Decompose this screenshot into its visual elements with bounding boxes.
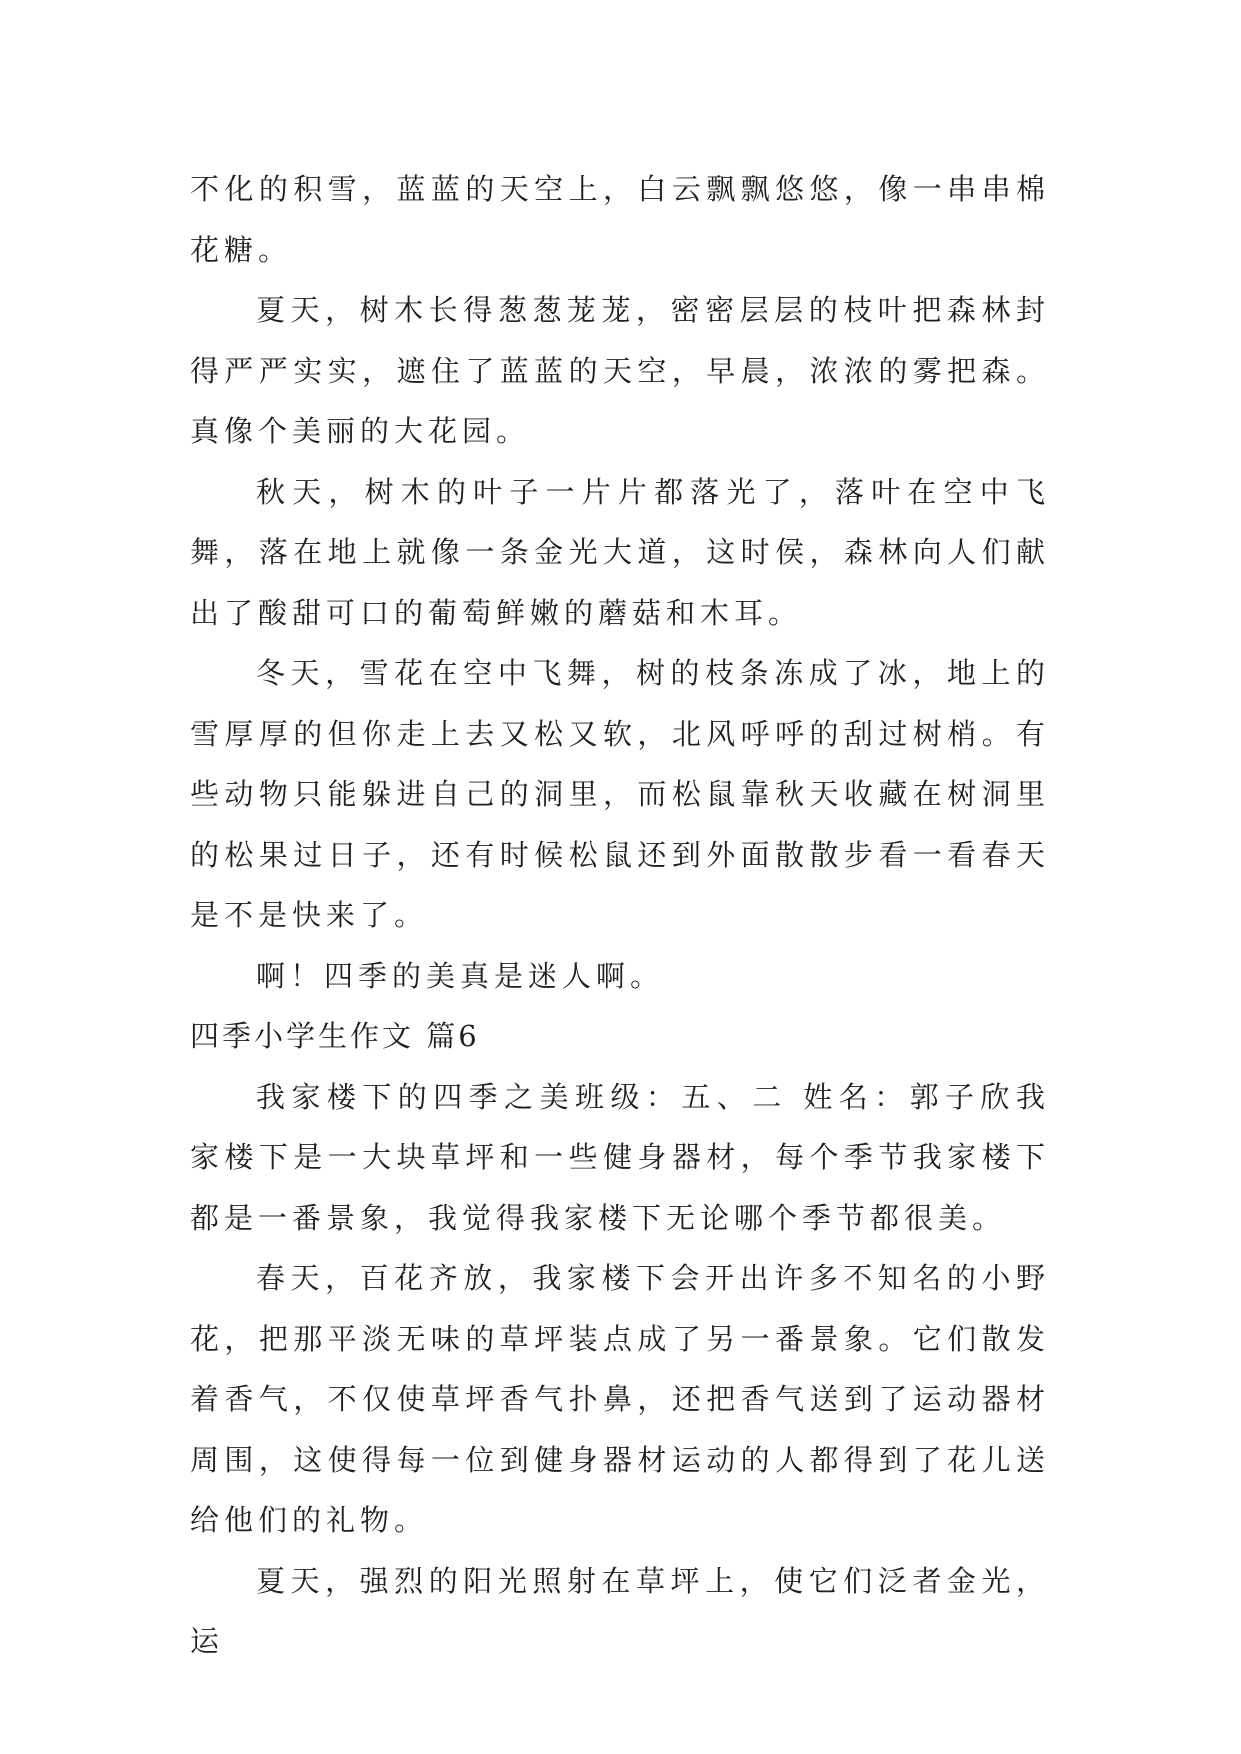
section-heading: 四季小学生作文 篇6 (190, 1019, 480, 1053)
paragraph-intro: 我家楼下的四季之美班级：五、二 姓名：郭子欣我家楼下是一大块草坪和一些健身器材，每个季节我家楼下都是一番景象，我觉得我家楼下无论哪个季节都很美。 (190, 1079, 1050, 1235)
paragraph-winter: 冬天，雪花在空中飞舞，树的枝条冻成了冰，地上的雪厚厚的但你走上去又松又软，北风呼呼的刮过树梢。有些动物只能躲进自己的洞里，而松鼠靠秋天收藏在树洞里的松果过日子，还有时候松鼠还到外面散散步看一看春天是不是快来了。 (190, 656, 1050, 932)
paragraph-autumn: 秋天，树木的叶子一片片都落光了，落叶在空中飞舞，落在地上就像一条金光大道，这时侯，森林向人们献出了酸甜可口的葡萄鲜嫩的蘑菇和木耳。 (190, 474, 1050, 630)
paragraph-summer: 夏天，树木长得葱葱茏茏，密密层层的枝叶把森林封得严严实实，遮住了蓝蓝的天空，早晨，浓浓的雾把森。真像个美丽的大花园。 (190, 293, 1050, 448)
paragraph-summer-start: 夏天，强烈的阳光照射在草坪上，使它们泛者金光，运 (190, 1563, 1050, 1658)
document-body (190, 159, 1050, 1672)
paragraph-continuation: 不化的积雪，蓝蓝的天空上，白云飘飘悠悠，像一串串棉花糖。 (190, 172, 1050, 267)
paragraph-closing: 啊！四季的美真是迷人啊。 (256, 958, 665, 993)
paragraph-spring: 春天，百花齐放，我家楼下会开出许多不知名的小野花，把那平淡无味的草坪装点成了另一番景象。它们散发着香气，不仅使草坪香气扑鼻，还把香气送到了运动器材周围，这使得每一位到健身器材运动的人都得到了花儿送给他们的礼物。 (190, 1261, 1050, 1537)
